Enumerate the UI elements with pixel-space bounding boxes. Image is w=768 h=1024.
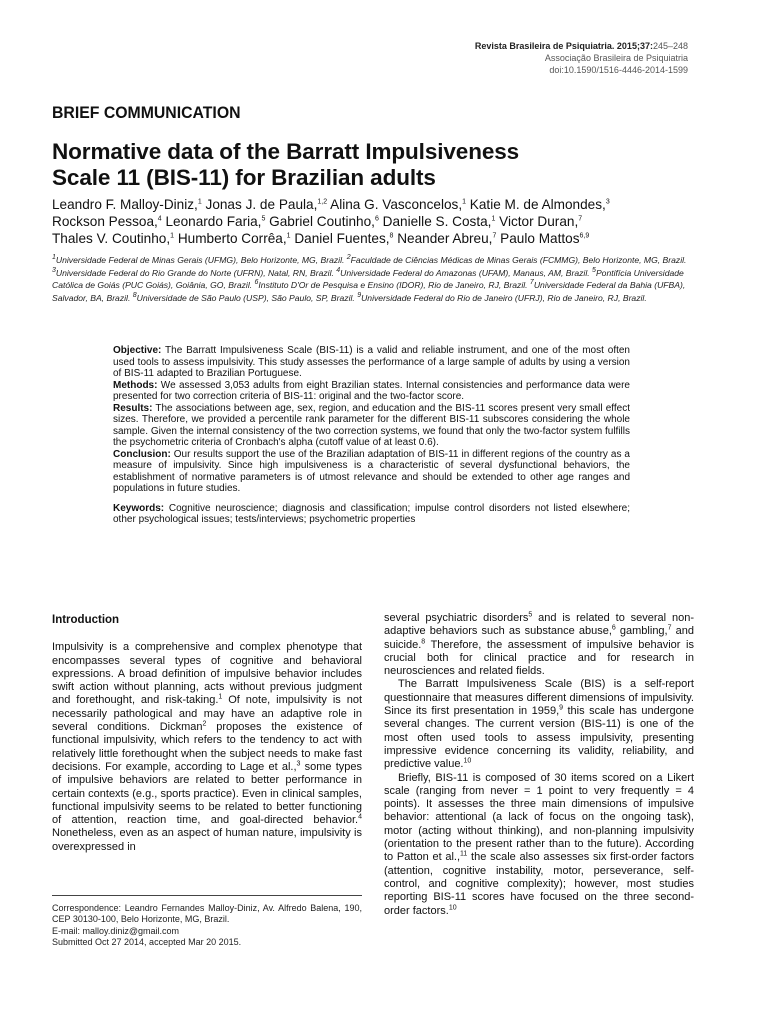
author-affil-sup: 1: [286, 232, 291, 240]
abstract-results: [113, 403, 630, 449]
body-text: Of note, impulsivity is not necessarily pathological and may have an adaptive role in several conditions. Dickman: [52, 694, 362, 734]
affiliation: Universidade Federal do Rio de Janeiro (UFRJ), Rio de Janeiro, RJ, Brazil.: [361, 292, 647, 303]
journal-pages[interactable]: 245–248: [652, 41, 688, 51]
intro-paragraph-1: [52, 641, 362, 854]
author-line-1: [52, 196, 712, 213]
citation-sup[interactable]: 9: [559, 704, 564, 712]
author-name: Katie M. de Almondes,: [469, 197, 606, 212]
affiliation: Universidade Federal do Rio Grande do Norte (UFRN), Natal, RN, Brazil.: [55, 267, 334, 278]
correspondence-email[interactable]: E-mail: malloy.diniz@gmail.com: [52, 925, 179, 936]
affil-sup: 2: [346, 254, 351, 262]
submission-dates: Submitted Oct 27 2014, accepted Mar 20 2015.: [52, 936, 242, 947]
body-text: proposes the existence of functional impulsivity, which refers to the tendency to act with relatively little forethought when the subject needs to make fast decisions. For example, according to Lage et al.,: [52, 721, 362, 773]
citation-sup[interactable]: 7: [667, 624, 672, 632]
left-column: [52, 612, 362, 854]
affiliation: Instituto D'Or de Pesquisa e Ensino (IDOR), Rio de Janeiro, RJ, Brazil.: [258, 280, 528, 291]
citation-sup[interactable]: 8: [421, 637, 426, 645]
author-list: [52, 196, 712, 247]
journal-doi: doi:10.1590/1516-4446-2014-1599: [549, 65, 688, 75]
abstract-label: Results:: [113, 402, 153, 414]
abstract-methods: [113, 380, 630, 403]
citation-sup[interactable]: 2: [202, 720, 207, 728]
affiliations: [52, 254, 712, 304]
affil-sup: 1: [52, 254, 56, 262]
abstract-text: The Barratt Impulsiveness Scale (BIS-11) is a valid and reliable instrument, and one of the most often used tools to assess impulsivity. This study assesses the performance of a large sample of adults by using a version of BIS-11 adapted to Brazilian Portuguese.: [113, 345, 630, 379]
affiliation: Faculdade de Ciências Médicas de Minas Gerais (FCMMG), Belo Horizonte, MG, Brazil.: [350, 255, 687, 265]
citation-sup[interactable]: 10: [463, 757, 472, 765]
author-affil-sup: 7: [578, 215, 583, 223]
affil-sup: 5: [592, 266, 596, 274]
intro-paragraph-2: [384, 678, 694, 771]
keywords-text: Cognitive neuroscience; diagnosis and classification; impulse control disorders not listed elsewhere; other psychological issues; tests/interviews; psychometric properties: [113, 502, 630, 525]
author-affil-sup: 6,9: [579, 232, 590, 240]
affil-sup: 7: [529, 279, 534, 287]
author-affil-sup: 8: [389, 232, 394, 240]
article-title: [52, 139, 519, 191]
abstract-keywords: [113, 503, 630, 526]
author-name: Humberto Corrêa,: [177, 231, 287, 246]
citation-sup[interactable]: 5: [528, 611, 533, 619]
author-name: Neander Abreu,: [397, 231, 493, 246]
abstract-label: Conclusion:: [113, 448, 171, 460]
title-line-2: Scale 11 (BIS-11) for Brazilian adults: [52, 165, 436, 190]
citation-sup[interactable]: 1: [218, 693, 223, 701]
abstract-objective: [113, 345, 630, 380]
body-text: Briefly, BIS-11 is composed of 30 items scored on a Likert scale (ranging from never = 1 point to very frequently = 4 points). It assesses the three main dimensions of impulsive behavior: attentional (a lack of focus on the ongoing task), motor (acting without thinking), and non-planning impulsivity (orientation to the present rather than to the future). According to Patton et al.,: [384, 771, 694, 864]
keywords-label: Keywords:: [113, 502, 165, 514]
body-text: Impulsivity is a comprehensive and complex phenotype that encompasses several types of cognitive and behavioral expressions. A broad definition of impulsive behavior includes swift action without planning, acts without previous judgment and forethought, and risk-taking.: [52, 641, 362, 707]
body-text: and suicide.: [384, 625, 694, 651]
author-name: Daniel Fuentes,: [294, 231, 390, 246]
abstract-conclusion: [113, 449, 630, 495]
affiliation: Universidade Federal de Minas Gerais (UFMG), Belo Horizonte, MG, Brazil.: [55, 255, 345, 265]
intro-paragraph-3: [384, 772, 694, 918]
body-text: the scale also assesses six first-order factors (attention, cognitive instability, motor, perseverance, self-control, and cognitive complexity); however, most studies reporting BIS-11 scores have focused on the three second-order factors.: [384, 851, 694, 917]
body-text: several psychiatric disorders: [384, 612, 529, 624]
author-affil-sup: 7: [492, 232, 497, 240]
abstract: [113, 345, 630, 526]
author-affil-sup: 1: [491, 215, 496, 223]
correspondence-address: Correspondence: Leandro Fernandes Malloy-Diniz, Av. Alfredo Balena, 190, CEP 30130-100, Belo Horizonte, MG, Brazil.: [52, 903, 362, 925]
title-line-1: Normative data of the Barratt Impulsiveness: [52, 139, 520, 164]
body-text: Therefore, the assessment of impulsive behavior is crucial both for clinical practice and for research in neurosciences and related fields.: [384, 638, 694, 678]
body-text: Nonetheless, even as an aspect of human nature, impulsivity is overexpressed in: [52, 827, 362, 853]
abstract-label: Methods:: [113, 379, 158, 391]
journal-header: [475, 40, 688, 76]
author-name: Jonas J. de Paula,: [205, 197, 318, 212]
author-line-2: [52, 213, 712, 230]
correspondence-footnote: [52, 903, 362, 948]
journal-publisher: Associação Brasileira de Psiquiatria: [544, 53, 688, 63]
citation-sup[interactable]: 3: [296, 760, 301, 768]
abstract-text: Our results support the use of the Brazilian adaptation of BIS-11 in different regions of the country as a measure of impulsivity. Since high impulsiveness is a characteristic of several dysfunctional behaviors, the establishment of normative parameters is of utmost relevance and should be extended to other age ranges and populations in future studies.: [113, 448, 630, 494]
affiliation: Universidade Federal da Bahia (UFBA), Salvador, BA, Brazil.: [52, 280, 686, 303]
affiliation: Universidade Federal do Amazonas (UFAM), Manaus, AM, Brazil.: [340, 267, 590, 278]
body-text: gambling,: [615, 625, 668, 638]
author-affil-sup: 6: [374, 215, 379, 223]
author-affil-sup: 4: [157, 215, 162, 223]
author-affil-sup: 3: [605, 198, 610, 206]
journal-citation: [475, 40, 688, 52]
body-text: The Barratt Impulsiveness Scale (BIS) is a self-report questionnaire that measures different dimensions of impulsivity. Since its first presentation in 1959,: [384, 678, 694, 718]
citation-sup[interactable]: 6: [611, 624, 616, 632]
section-label: BRIEF COMMUNICATION: [52, 103, 241, 122]
body-text: some types of impulsive behaviors are related to better performance in certain contexts (e.g., sports practice). Even in clinical samples, functional impulsivity seems to be related to better functioning of attention, reaction time, and goal-directed behavior.: [52, 760, 362, 827]
author-affil-sup: 1,2: [317, 198, 328, 206]
author-name: Paulo Mattos: [500, 231, 580, 246]
affil-sup: 3: [52, 266, 56, 274]
author-affil-sup: 1: [170, 232, 175, 240]
author-name: Thales V. Coutinho,: [52, 231, 171, 246]
author-name: Leandro F. Malloy-Diniz,: [52, 197, 198, 212]
affil-sup: 9: [357, 291, 362, 299]
citation-sup[interactable]: 4: [358, 813, 362, 821]
body-text: this scale has undergone several changes. The current version (BIS-11) is one of the most often used tools to assess impulsivity, presenting impressive evidence concerning its validity, reliability, and predictive value.: [384, 705, 694, 771]
affil-sup: 4: [336, 266, 341, 274]
author-affil-sup: 5: [261, 215, 266, 223]
intro-paragraph-1-cont: [384, 612, 694, 678]
footnote-divider: [52, 895, 362, 896]
author-name: Leonardo Faria,: [165, 214, 262, 229]
author-name: Gabriel Coutinho,: [269, 214, 375, 229]
author-affil-sup: 1: [197, 198, 202, 206]
introduction-heading: Introduction: [52, 614, 120, 626]
citation-sup[interactable]: 11: [460, 850, 468, 858]
body-text: and is related to several non-adaptive behaviors such as substance abuse,: [384, 612, 694, 638]
affiliation: Pontifícia Universidade Católica de Goiás (PUC Goiás), Goiânia, GO, Brazil.: [52, 267, 684, 291]
abstract-text: We assessed 3,053 adults from eight Brazilian states. Internal consistencies and performance data were presented for two correction criteria of BIS-11: original and the two-factor score.: [113, 379, 630, 402]
abstract-label: Objective:: [113, 345, 162, 356]
affiliation: Universidade de São Paulo (USP), São Paulo, SP, Brazil.: [136, 292, 355, 303]
journal-name: Revista Brasileira de Psiquiatria. 2015;37:: [474, 41, 653, 51]
abstract-text: The associations between age, sex, region, and education and the BIS-11 scores present very small effect sizes. Therefore, we provided a percentile rank parameter for the different BIS-11 subscores considering the whole sample. Given the internal consistency of the two correction systems, we found that only the two-factor system fulfills the psychometric criteria of Cronbach's alpha (cutoff value of at least 0.6).: [113, 402, 630, 448]
affil-sup: 8: [132, 291, 137, 299]
citation-sup[interactable]: 10: [448, 903, 457, 911]
author-name: Danielle S. Costa,: [382, 214, 492, 229]
author-name: Alina G. Vasconcelos,: [330, 197, 463, 212]
author-name: Victor Duran,: [499, 214, 579, 229]
author-affil-sup: 1: [462, 198, 467, 206]
right-column: [384, 612, 694, 918]
author-line-3: [52, 230, 712, 247]
author-name: Rockson Pessoa,: [52, 214, 158, 229]
affil-sup: 6: [254, 279, 259, 287]
